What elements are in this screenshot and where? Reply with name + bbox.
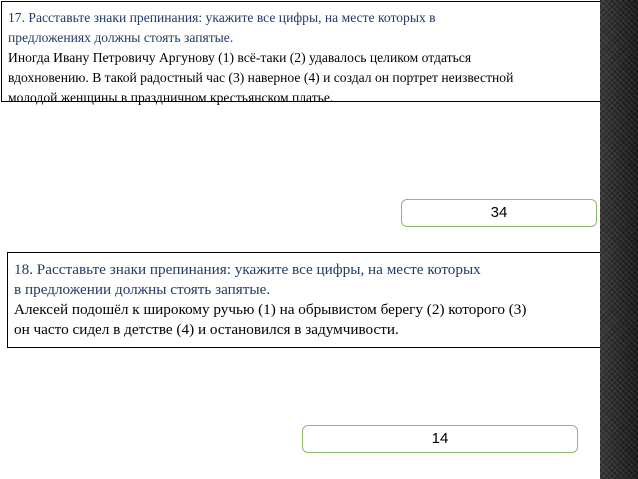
task-17-prompt-line-2: предложениях должны стоять запятые. xyxy=(8,30,234,45)
task-18-sentence-line-1: Алексей подошёл к широкому ручью (1) на обрывистом берегу (2) которого (3) xyxy=(14,301,527,318)
decorative-side-strip xyxy=(600,0,638,479)
task-18-prompt-line-2: в предложении должны стоять запятые. xyxy=(14,281,271,298)
task-18-sentence-line-2: он часто сидел в детстве (4) и остановился в задумчивости. xyxy=(14,321,399,338)
task-18-answer[interactable]: 14 xyxy=(302,425,578,453)
task-17-sentence-line-2: вдохновению. В такой радостный час (3) наверное (4) и создал он портрет неизвестной xyxy=(8,70,514,85)
task-17-box xyxy=(1,1,604,105)
task-17-sentence-line-3: молодой женщины в праздничном крестьянском платье. xyxy=(8,90,334,105)
task-17-answer[interactable]: 34 xyxy=(401,199,597,227)
task-17-prompt-line-1: 17. Расставьте знаки препинания: укажите все цифры, на месте которых в xyxy=(8,10,436,25)
task-18-box xyxy=(7,252,616,348)
task-18-prompt-line-1: 18. Расставьте знаки препинания: укажите все цифры, на месте которых xyxy=(14,261,481,278)
task-17-sentence-line-1: Иногда Ивану Петровичу Аргунову (1) всё-таки (2) удавалось целиком отдаться xyxy=(8,50,472,65)
